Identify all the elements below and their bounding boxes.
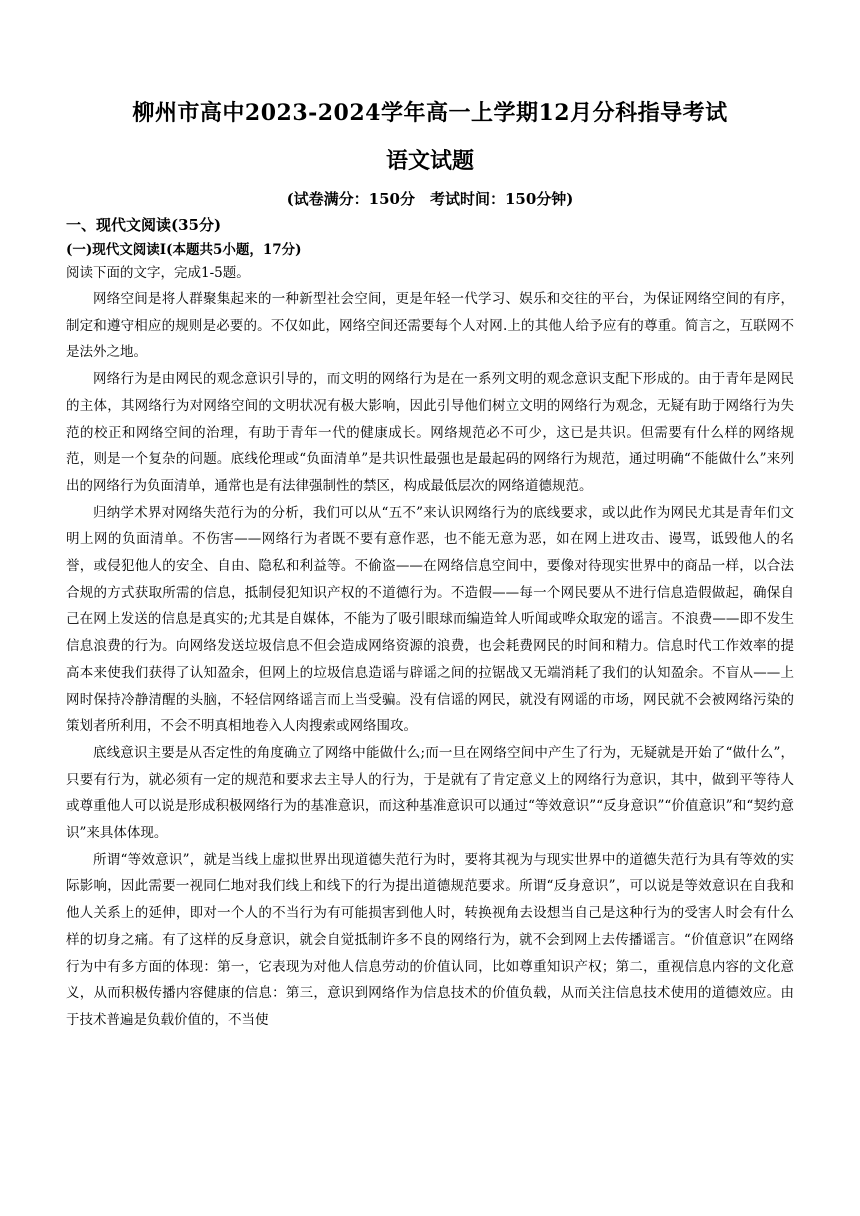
- exam-subtitle: 语文试题: [385, 148, 474, 174]
- reading-passage: [66, 286, 794, 1034]
- sub-section-heading: (一)现代文阅读Ⅰ(本题共5小题，17分): [66, 242, 302, 258]
- passage-paragraph-3: 归纳学术界对网络失范行为的分析，我们可以从“五不”来认识网络行为的底线要求，或以此作为网民尤其是青年们文明上网的负面清单。不伤害——网络行为者既不要有意作恶，也不能无意为恶，如在网上进攻击、谩骂，诋毁他人的名誉，或侵犯他人的安全、自由、隐私和利益等。不偷盗——在网络信息空间中，要像对待现实世界中的商品一样，以合法合规的方式获取所需的信息，抵制侵犯知识产权的不道德行为。不造假——每一个网民要从不进行信息造假做起，确保自己在网上发送的信息是真实的;尤其是自媒体，不能为了吸引眼球而编造耸人听闻或哗众取宠的谣言。不浪费——即不发生信息浪费的行为。向网络发送垃圾信息不但会造成网络资源的浪费，也会耗费网民的时间和精力。信息时代工作效率的提高本来使我们获得了认知盈余，但网上的垃圾信息造谣与辟谣之间的拉锯战又无端消耗了我们的认知盈余。不盲从——上网时保持冷静清醒的头脑，不轻信网络谣言而上当受骗。没有信谣的网民，就没有网谣的市场，网民就不会被网络污染的策划者所利用，不会不明真相地卷入人肉搜索或网络围攻。: [66, 504, 794, 735]
- passage-paragraph-5: 所谓“等效意识”，就是当线上虚拟世界出现道德失范行为时，要将其视为与现实世界中的道德失范行为具有等效的实际影响，因此需要一视同仁地对我们线上和线下的行为提出道德规范要求。所谓“反身意识”，可以说是等效意识在自我和他人关系上的延伸，即对一个人的不当行为有可能损害到他人时，转换视角去设想当自己是这种行为的受害人时会有什么样的切身之痛。有了这样的反身意识，就会自觉抵制许多不良的网络行为，就不会到网上去传播谣言。“价值意识”在网络行为中有多方面的体现：第一，它表现为对他人信息劳动的价值认同，比如尊重知识产权；第二，重视信息内容的文化意义，从而积极传播内容健康的信息：第三，意识到网络作为信息技术的价值负载，从而关注信息技术使用的道德效应。由于技术普遍是负载价值的，不当使: [66, 851, 794, 1028]
- passage-paragraph-2: 网络行为是由网民的观念意识引导的，而文明的网络行为是在一系列文明的观念意识支配下形成的。由于青年是网民的主体，其网络行为对网络空间的文明状况有极大影响，因此引导他们树立文明的网络行为观念，无疑有助于网络行为失范的校正和网络空间的治理，有助于青年一代的健康成长。网络规范必不可少，这已是共识。但需要有什么样的网络规范，则是一个复杂的问题。底线伦理或“负面清单”是共识性最强也是最起码的网络行为规范，通过明确“不能做什么”来列出的网络行为负面清单，通常也是有法律强制性的禁区，构成最低层次的网络道德规范。: [66, 371, 794, 494]
- section-heading: 一、现代文阅读(35分): [66, 216, 222, 234]
- reading-instruction: 阅读下面的文字，完成1-5题。: [66, 265, 250, 281]
- exam-page: [66, 96, 794, 1034]
- passage-paragraph-4: 底线意识主要是从否定性的角度确立了网络中能做什么;而一旦在网络空间中产生了行为，无疑就是开始了“做什么”，只要有行为，就必须有一定的规范和要求去主导人的行为，于是就有了肯定意义上的网络行为意识，其中，做到平等待人或尊重他人可以说是形成积极网络行为的基准意识，而这种基准意识可以通过“等效意识”“反身意识”“价值意识”和“契约意识”来具体体现。: [66, 744, 794, 842]
- exam-info: (试卷满分：150分 考试时间：150分钟): [286, 190, 574, 208]
- passage-paragraph-1: 网络空间是将人群聚集起来的一种新型社会空间，更是年轻一代学习、娱乐和交往的平台，为保证网络空间的有序，制定和遵守相应的规则是必要的。不仅如此，网络空间还需要每个人对网.上的其他人给予应有的尊重。简言之，互联网不是法外之地。: [66, 291, 794, 361]
- exam-title: 柳州市高中2023-2024学年高一上学期12月分科指导考试: [132, 100, 728, 126]
